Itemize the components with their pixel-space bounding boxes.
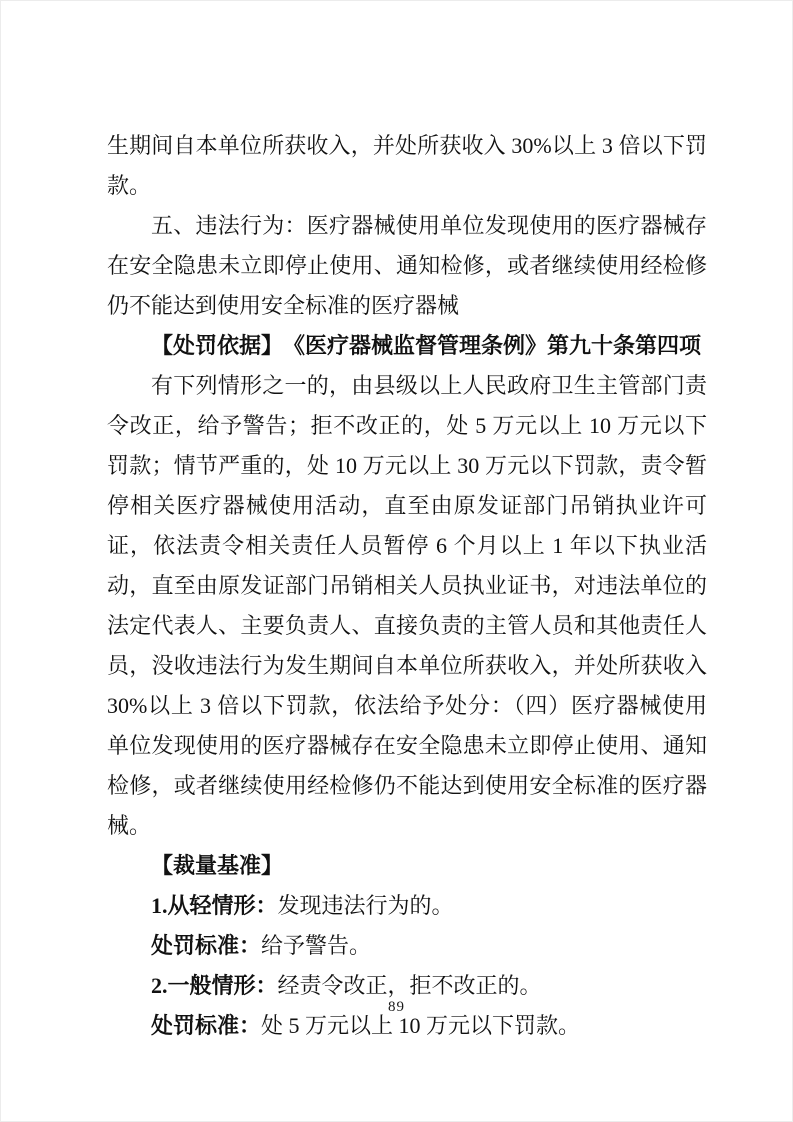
paragraph-text-segment: 经责令改正，拒不改正的。 xyxy=(277,973,542,998)
paragraph-text-segment: 【裁量基准】 xyxy=(151,853,284,878)
paragraph-text-segment: 2.一般情形： xyxy=(151,973,278,998)
paragraph-text-segment: 发现违法行为的。 xyxy=(277,893,454,918)
paragraph-text-segment: 给予警告。 xyxy=(261,933,372,958)
paragraph-text-segment: 【处罚依据】 《医疗器械监督管理条例》第九十条第四项 xyxy=(151,333,702,358)
page-footer xyxy=(0,998,793,1016)
paragraph xyxy=(107,326,707,366)
paragraph-text-segment: 有下列情形之一的，由县级以上人民政府卫生主管部门责令改正，给予警告；拒不改正的，处 5 万元以上 10 万元以下罚款；情节严重的，处 10 万元以上 30 万元以下罚款，责令暂停相关医疗器械使用活动，直至由原发证部门吊销执业许可证，依法责令相关责任人员暂停 6 个月以上 1 年以下执业活动，直至由原发证部门吊销相关人员执业证书，对违法单位的法定代表人、主要负责人、直接负责的主管人员和其他责任人员，没收违法行为发生期间自本单位所获收入，并处所获收入 30%以上 3 倍以下罚款，依法给予处分：（四）医疗器械使用单位发现使用的医疗器械存在安全隐患未立即停止使用、通知检修，或者继续使用经检修仍不能达到使用安全标准的医疗器械。 xyxy=(107,373,707,838)
page-number: 89 xyxy=(388,999,405,1015)
paragraph xyxy=(107,846,707,886)
paragraph xyxy=(107,886,707,926)
paragraph-text-segment: 五、违法行为：医疗器械使用单位发现使用的医疗器械存在安全隐患未立即停止使用、通知检修，或者继续使用经检修仍不能达到使用安全标准的医疗器械 xyxy=(107,213,707,318)
paragraph xyxy=(107,126,707,206)
paragraph-text-segment: 1.从轻情形： xyxy=(151,893,278,918)
document-body xyxy=(107,126,707,1046)
paragraph-text-segment: 处 5 万元以上 10 万元以下罚款。 xyxy=(261,1013,581,1038)
paragraph xyxy=(107,926,707,966)
paragraph-text-segment: 处罚标准： xyxy=(151,933,262,958)
paragraph-text-segment: 处罚标准： xyxy=(151,1013,262,1038)
paragraph-text-segment: 生期间自本单位所获收入，并处所获收入 30%以上 3 倍以下罚款。 xyxy=(107,133,707,198)
paragraph xyxy=(107,206,707,326)
paragraph xyxy=(107,366,707,846)
